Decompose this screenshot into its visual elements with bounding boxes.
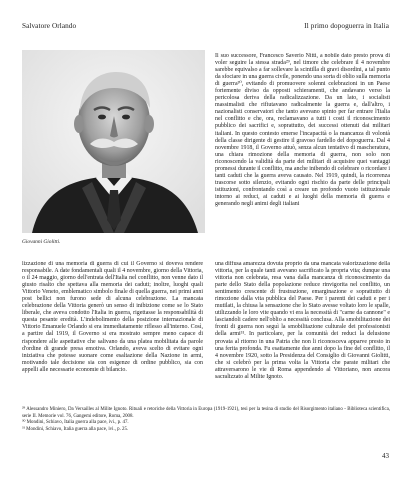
portrait-photo <box>22 50 205 233</box>
paragraph: lizzazione di una memoria di guerra di cui il Governo si doveva rendere responsabile. A date fondamentali quali il 4 novembre, giorno della Vittoria, o il 24 maggio, giorno dell'entrata dell'Italia nel conflitto, non venne dato il giusto risalto che spettava alla memoria dei caduti; inoltre, luoghi quali Vittorio Veneto, emblematico simbolo finale di quella guerra, nei primi anni post bellici non furono sede di alcuna celebrazione. La mancata celebrazione della Vittoria generò un senso di inibizione come se lo Stato liberale, che aveva condotto l'Italia in guerra, rigettasse la responsabilità di questa pesante eredità. L'indebolimento della posizione internazionale di Vittorio Emanuele Orlando si era immediatamente riflesso all'interno. Così, a partire dal 1919, il Governo si era mostrato sempre meno capace di rispondere alle aspettative che salivano da una platea mobilitata da parole d'ordine di grande presa emotiva. Orlando, aveva scelto di evitare ogni iniziativa che potesse suonare come esaltazione della Nazione in armi, motivando tale decisione sia con esigenze di ordine pubblico, sia con appelli alle necessarie economie di bilancio. <box>22 261 203 373</box>
body-column-right-bottom <box>215 261 390 401</box>
body-column-left-bottom <box>22 261 203 401</box>
body-column-right-top <box>215 53 390 255</box>
footnote: ³¹ Mondini, Schiavo, Italia guerra alla pace, ivi., p. 25. <box>22 426 129 432</box>
running-head <box>22 22 389 34</box>
paragraph: una diffusa amarezza dovuta proprio da una mancata valorizzazione della vittoria, per la quale tanti avevano sacrificato la propria vita; dunque una vittoria non celebrata, resa vana dalla mancanza di riconoscimento da parte dello Stato della popolazione reduce rinvigorita nel conflitto, un sentimento crescente di frustrazione, emarginazione e soprattutto di rimozione dalla vita pubblica del Paese. Per i parenti dei caduti e per i mutilati, la chiusa la sensazione che lo Stato avesse voltato loro le spalle, utilizzando le loro vite quando vi era la necessità di "carne da cannone" e lasciandoli cadere nell'oblio a necessità conclusa. Alla smobilitazione dei fronti di guerra non seguì la smobilitazione culturale dei professionisti della armi³¹. In particolare, per la comunità dei reduci la delusione provata al ritorno in una Patria che non li riconosceva apparve presto in una ferita profonda. Fu esattamente due anni dopo la fine del conflitto, il 4 novembre 1920, sotto la Presidenza del Consiglio di Giovanni Giolitti, che si celebrò per la prima volta la Vittoria che parate militari che attraversarono le vie di Roma appendendo al Vittoriano, non ancora sacralizzato al Milite Ignoto. <box>215 261 390 380</box>
footnote: ²⁹ Alessandro Miniero, Da Versailles al Milite Ignoto. Rituali e retoriche della Vittoria in Europa (1919-1921), tesi per la tesina di studio del Risorgimento italiano - Biblioteca scientifica, serie II. Memorie vol. 76, Gangemi editore, Roma, 2008. <box>22 407 390 419</box>
running-head-author: Salvatore Orlando <box>22 22 77 30</box>
footnotes <box>22 407 390 433</box>
footnote: ³⁰ Mondini, Schiavo, Italia guerra alla pace, ivi., p. 47. <box>22 420 129 426</box>
photo-caption: Giovanni Giolitti. <box>22 239 61 245</box>
running-head-title: Il primo dopoguerra in Italia <box>304 22 389 30</box>
page-number: 43 <box>382 452 389 460</box>
paragraph: Il suo successore, Francesco Saverio Nitti, a nobile dato presto prova di voler seguire la stessa strada²⁹, nel timore che celebrare il 4 novembre sarebbe equivalso a far sollevare la scintilla di gravi disordini, a tal punto da sfociare in una guerra civile, ponendo una sorta di oblio sulla memoria di guerra³⁰, evitando di promuovere solenni celebrazioni in un Paese fortemente diviso da opposti schieramenti, che andavano verso la pericolosa deriva della radicalizzazione. Da un lato, i socialisti massimalisti che rifiutavano radicalmente la guerra e, dall'altro, i nazionalisti conservatori che tanto avevano spinto per far entrare l'Italia nel conflitto e che, ora, reclamavano a tutti i costi il riconoscimento pubblico dei sacrifici e, soprattutto, dei successi ottenuti dai militari italiani. In questo contesto emerse l'incapacità o la mancanza di volontà della classe dirigente di gestire il gravoso fardello del dopoguerra. Dal 4 novembre 1918, il Governo attuò, senza alcun tentativo di mascheratura, una chiara rimozione della memoria di guerra, non solo non riconoscendo la validità da parte dei militari di acquisire quei vantaggi promessi durante il conflitto, ma anche inibendo di celebrare o ricordare i tanti caduti che la guerra aveva causato. Nel 1919, quindi, la ricorrenza trascorse sotto silenzio, evitando ogni rischio da parte delle principali istituzioni, confrontando così a creare un profondo vuoto istituzionale intorno ai reduci, ai caduti e ai luoghi della memoria di guerra e generando negli animi degli italiani <box>215 53 390 207</box>
